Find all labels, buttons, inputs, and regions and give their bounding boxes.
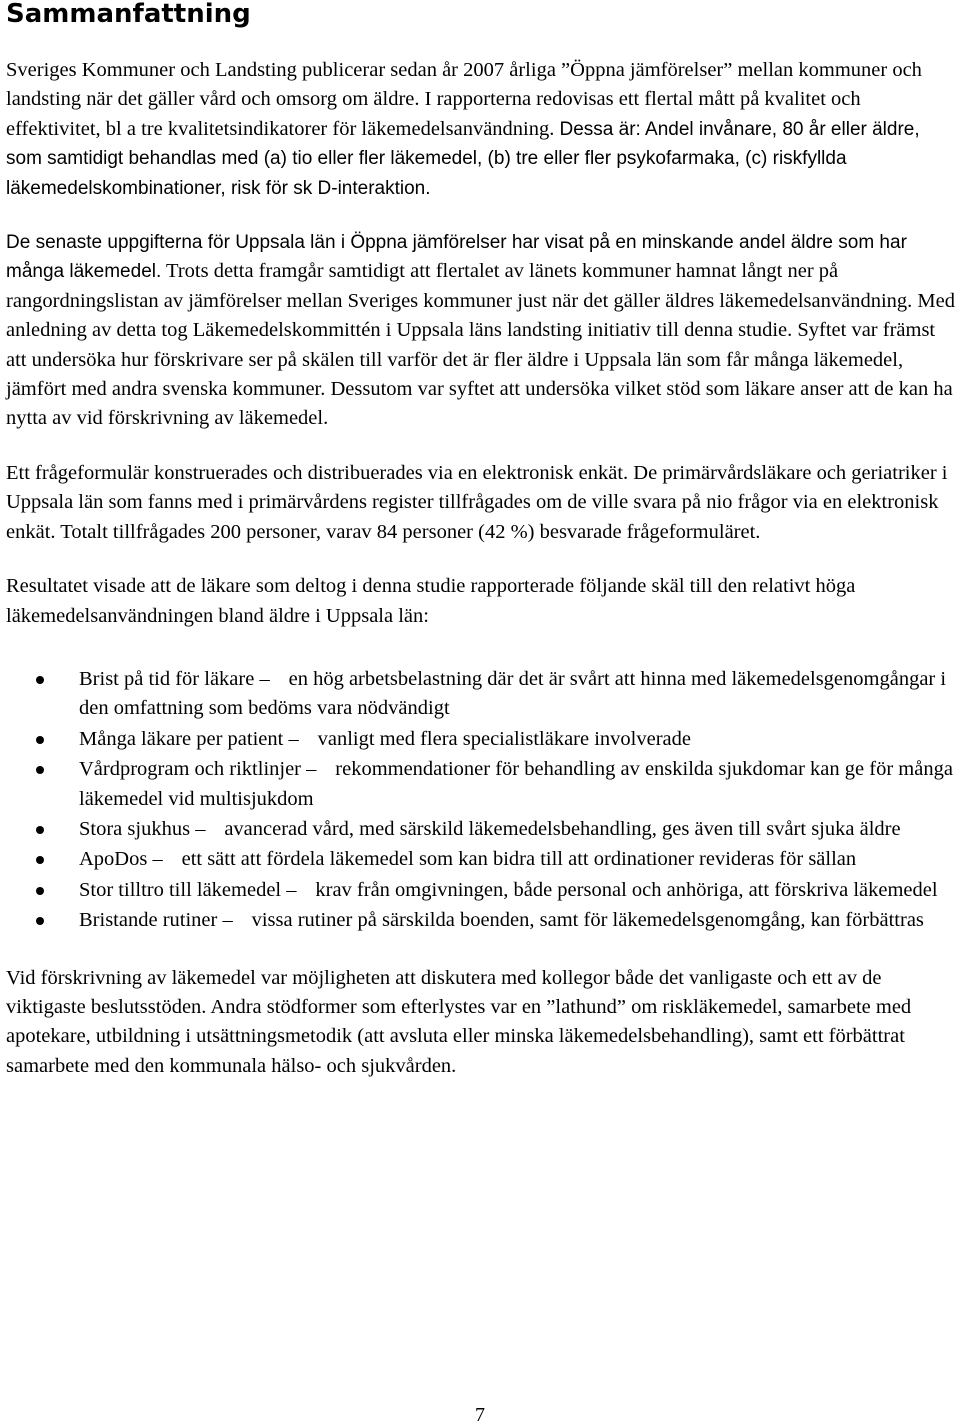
list-item <box>6 815 958 844</box>
list-item <box>6 665 958 724</box>
dash: – <box>286 878 297 901</box>
dash: – <box>288 727 299 750</box>
list-item <box>6 876 958 905</box>
list-item <box>6 725 958 754</box>
bullet-icon <box>36 856 44 864</box>
paragraph-support: Vid förskrivning av läkemedel var möjligheten att diskutera med kollegor både det vanligaste och ett av de viktigaste beslutsstöden. Andra stödformer som efterlystes var en ”lathund” om riskläkemedel, samarbete med apotekare, utbildning i utsättningsmetodik (att avsluta eller minska läkemedelsbehandling), samt ett förbättrat samarbete med den kommunala hälso- och sjukvården. <box>6 966 912 1077</box>
dash: – <box>306 758 317 781</box>
reason-term: Stor tilltro till läkemedel <box>79 878 282 901</box>
paragraph-intro <box>6 56 958 203</box>
reason-desc: vanligt med flera specialistläkare involverade <box>317 727 691 750</box>
dash: – <box>259 667 270 690</box>
bullet-icon <box>36 736 44 744</box>
bullet-icon <box>36 766 44 774</box>
page-number: 7 <box>475 1404 485 1426</box>
list-item <box>6 906 958 935</box>
dash: – <box>222 909 233 932</box>
paragraph-method: Ett frågeformulär konstruerades och distribuerades via en elektronisk enkät. De primärvårdsläkare och geriatriker i Uppsala län som fanns med i primärvårdens register tillfrågades om de ville svara på nio frågor via en elektronisk enkät. Totalt tillfrågades 200 personer, varav 84 personer (42 %) besvarade frågeformuläret. <box>6 461 948 543</box>
document-body <box>6 56 958 1106</box>
paragraph-background <box>6 228 958 434</box>
reason-desc: krav från omgivningen, både personal och anhöriga, att förskriva läkemedel <box>315 878 938 901</box>
paragraph-results-intro: Resultatet visade att de läkare som deltog i denna studie rapporterade följande skäl till den relativt höga läkemedelsanvändningen bland äldre i Uppsala län: <box>6 575 856 627</box>
reason-desc: avancerad vård, med särskild läkemedelsbehandling, ges även till svårt sjuka äldre <box>224 817 901 840</box>
dash: – <box>195 817 206 840</box>
bullet-icon <box>36 917 44 925</box>
reason-term: Brist på tid för läkare <box>79 667 255 690</box>
bullet-icon <box>36 887 44 895</box>
study-purpose-text: Trots detta framgår samtidigt att flertalet av länets kommuner hamnat långt ner på rangordningslistan av jämförelser mellan Sveriges kommuner just när det gäller äldres läkemedelsanvändning. Med anledning av detta tog Läkemedelskommittén i Uppsala läns landsting initiativ till denna studie. Syftet var främst att undersöka hur förskrivare ser på skälen till varför det är fler äldre i Uppsala län som får många läkemedel, jämfört med andra svenska kommuner. Dessutom var syftet att undersöka vilket stöd som läkare anser att de kan ha nytta av vid förskrivning av läkemedel. <box>6 260 955 430</box>
section-heading: Sammanfattning <box>6 0 251 29</box>
reasons-list <box>6 665 958 936</box>
reason-desc: rekommendationer för behandling av enskilda sjukdomar kan ge för många läkemedel vid multisjukdom <box>79 758 953 810</box>
dash: – <box>152 848 163 871</box>
reason-desc: en hög arbetsbelastning där det är svårt att hinna med läkemedelsgenomgångar i den omfattning som bedöms vara nödvändigt <box>79 667 947 720</box>
indicator-text: Dessa är: Andel invånare, 80 år eller äldre, som samtidigt behandlas med (a) tio eller fler läkemedel, (b) tre eller fler psykofarmaka, (c) riskfyllda läkemedelskombinationer, risk för sk D-interaktion. <box>6 118 920 199</box>
bullet-icon <box>36 826 44 834</box>
reason-term: Vårdprogram och riktlinjer <box>79 758 302 781</box>
reason-desc: ett sätt att fördela läkemedel som kan bidra till att ordinationer revideras för sällan <box>181 848 857 871</box>
reason-term: Stora sjukhus <box>79 817 191 840</box>
reason-term: Bristande rutiner <box>79 909 218 932</box>
bullet-icon <box>36 676 44 684</box>
reason-term: Många läkare per patient <box>79 727 284 750</box>
list-item <box>6 845 958 874</box>
reason-term: ApoDos <box>79 848 148 871</box>
latest-data-text: De senaste uppgifterna för Uppsala län i Öppna jämförelser har visat på en minskande andel äldre som har många läkemedel. <box>6 232 907 283</box>
list-item <box>6 755 958 814</box>
reason-desc: vissa rutiner på särskilda boenden, samt för läkemedelsgenomgång, kan förbättras <box>251 909 924 932</box>
intro-text: Sveriges Kommuner och Landsting publicerar sedan år 2007 årliga ”Öppna jämförelser” mellan kommuner och landsting när det gäller vård och omsorg om äldre. I rapporterna redovisas ett flertal mått på kvalitet och effektivitet, bl a tre kvalitetsindikatorer för läkemedelsanvändning. <box>6 59 922 140</box>
